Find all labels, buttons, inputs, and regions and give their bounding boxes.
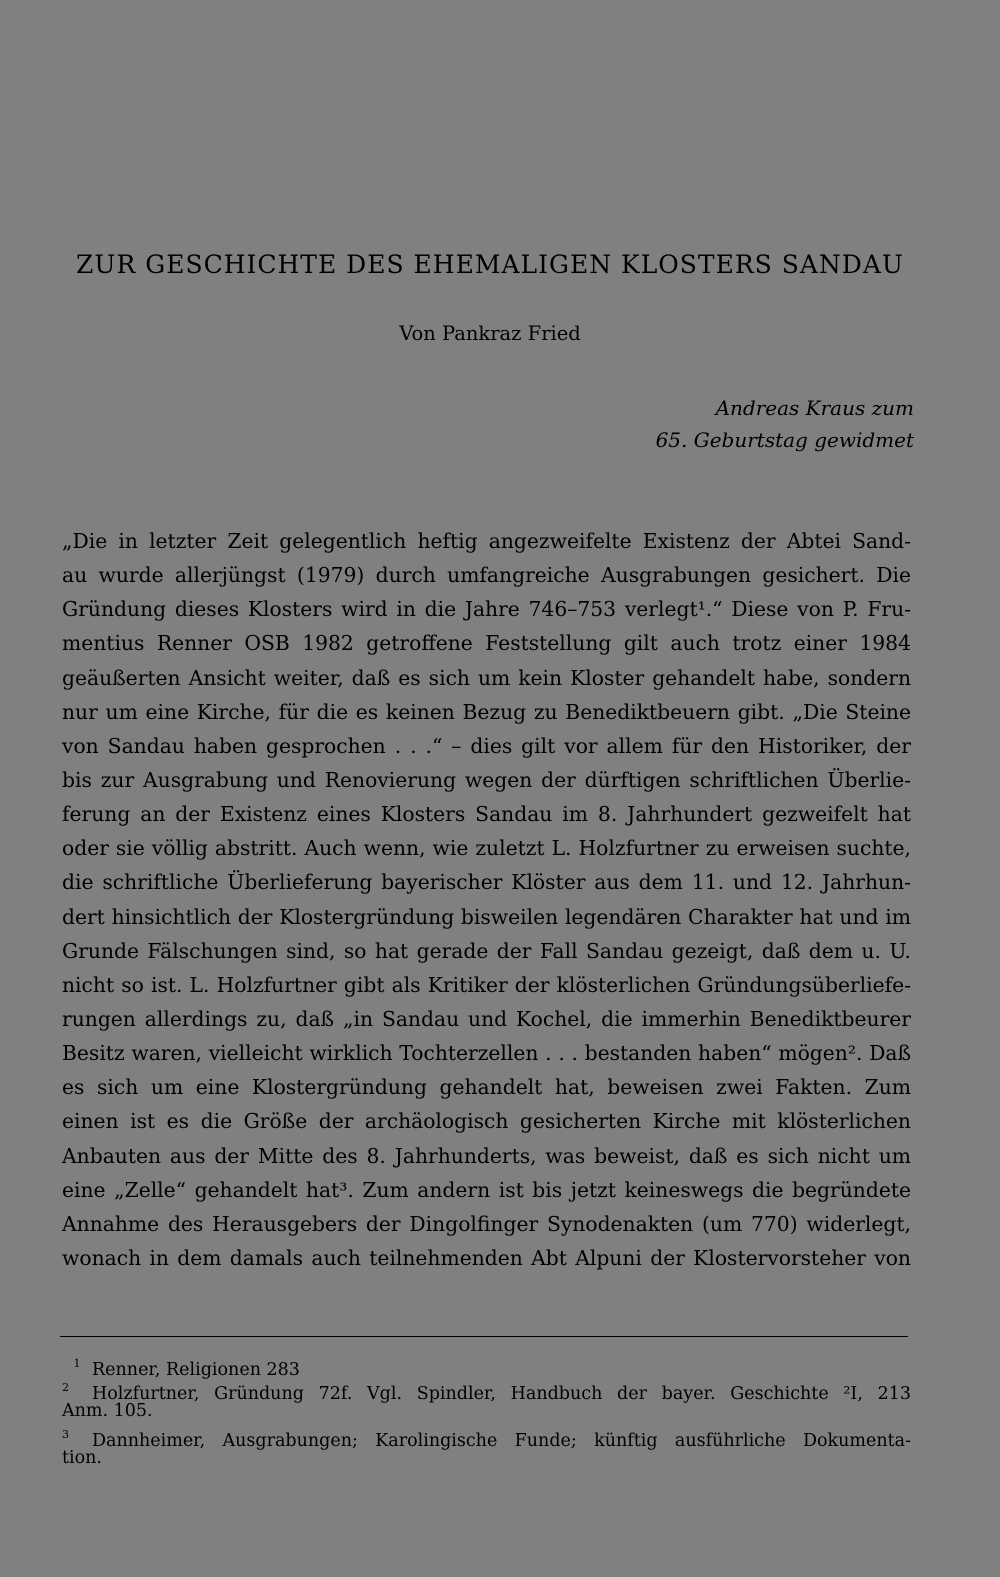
body-line: ferung an der Existenz eines Klosters Sandau im 8. Jahrhundert gezweifelt hat (62, 802, 911, 827)
body-line: dert hinsichtlich der Klostergründung bisweilen legendären Charakter hat und im (62, 904, 911, 929)
body-line: Anbauten aus der Mitte des 8. Jahrhunderts, was beweist, daß es sich nicht um (62, 1143, 911, 1168)
body-line: die schriftliche Überlieferung bayerischer Klöster aus dem 11. und 12. Jahrhun- (62, 870, 911, 895)
footnote-2 (62, 1376, 911, 1404)
body-line: nicht so ist. L. Holzfurtner gibt als Kritiker der klösterlichen Gründungsüberliefe- (62, 972, 911, 997)
body-line: Grunde Fälschungen sind, so hat gerade der Fall Sandau gezeigt, daß dem u. U. (62, 938, 911, 963)
body-line: Annahme des Herausgebers der Dingolfinger Synodenakten (um 770) widerlegt, (62, 1211, 911, 1236)
body-line: wonach in dem damals auch teilnehmenden Abt Alpuni der Klostervorsteher von (62, 1245, 911, 1270)
body-line: „Die in letzter Zeit gelegentlich heftig angezweifelte Existenz der Abtei Sand- (62, 529, 911, 553)
dedication (656, 392, 914, 456)
body-line: oder sie völlig abstritt. Auch wenn, wie zuletzt L. Holzfurtner zu erweisen suchte, (62, 836, 911, 861)
footnotes (62, 1352, 911, 1471)
footnote-number: 2 (62, 1380, 69, 1394)
author-byline: Von Pankraz Fried (399, 322, 581, 345)
footnote-3 (62, 1423, 911, 1452)
footnote-number: 1 (73, 1357, 81, 1370)
body-paragraph (62, 524, 911, 1275)
body-line: Besitz waren, vielleicht wirklich Tochterzellen . . . bestanden haben“ mögen². Daß (62, 1041, 911, 1066)
body-line: von Sandau haben gesprochen . . .“ – dies gilt vor allem für den Historiker, der (62, 733, 911, 758)
body-line: bis zur Ausgrabung und Renovierung wegen der dürftigen schriftlichen Überlie- (62, 767, 911, 792)
body-line: nur um eine Kirche, für die es keinen Bezug zu Benediktbeuern gibt. „Die Steine (62, 699, 911, 724)
body-line: es sich um eine Klostergründung gehandelt hat, beweisen zwei Fakten. Zum (62, 1075, 911, 1100)
footnote-text: Holzfurtner, Gründung 72f. Vgl. Spindler, Handbuch der bayer. Geschichte ²I, 213 (92, 1383, 911, 1404)
article-title: ZUR GESCHICHTE DES EHEMALIGEN KLOSTERS SANDAU (76, 250, 904, 279)
footnote-2-continued: Anm. 105. (62, 1400, 153, 1421)
body-line: rungen allerdings zu, daß „in Sandau und Kochel, die immerhin Benediktbeurer (62, 1006, 911, 1031)
dedication-line: 65. Geburtstag gewidmet (655, 428, 914, 452)
footnote-number: 3 (62, 1428, 69, 1442)
dedication-line: Andreas Kraus zum (715, 396, 914, 420)
body-line: au wurde allerjüngst (1979) durch umfangreiche Ausgrabungen gesichert. Die (62, 563, 911, 588)
body-line: mentius Renner OSB 1982 getroffene Feststellung gilt auch trotz einer 1984 (62, 631, 911, 656)
body-line: Gründung dieses Klosters wird in die Jahre 746–753 verlegt¹.“ Diese von P. Fru- (62, 597, 911, 622)
body-line: einen ist es die Größe der archäologisch gesicherten Kirche mit klösterlichen (62, 1109, 911, 1134)
body-line: geäußerten Ansicht weiter, daß es sich um kein Kloster gehandelt habe, sondern (62, 665, 911, 690)
footnote-3-continued: tion. (62, 1448, 102, 1469)
footnote-text: Dannheimer, Ausgrabungen; Karolingische Funde; künftig ausführliche Dokumenta- (92, 1431, 911, 1452)
footnote-text: Renner, Religionen 283 (92, 1360, 300, 1380)
footnote-divider (60, 1336, 908, 1337)
body-line: eine „Zelle“ gehandelt hat³. Zum andern ist bis jetzt keineswegs die begründete (62, 1177, 911, 1202)
footnote-1 (62, 1352, 911, 1380)
